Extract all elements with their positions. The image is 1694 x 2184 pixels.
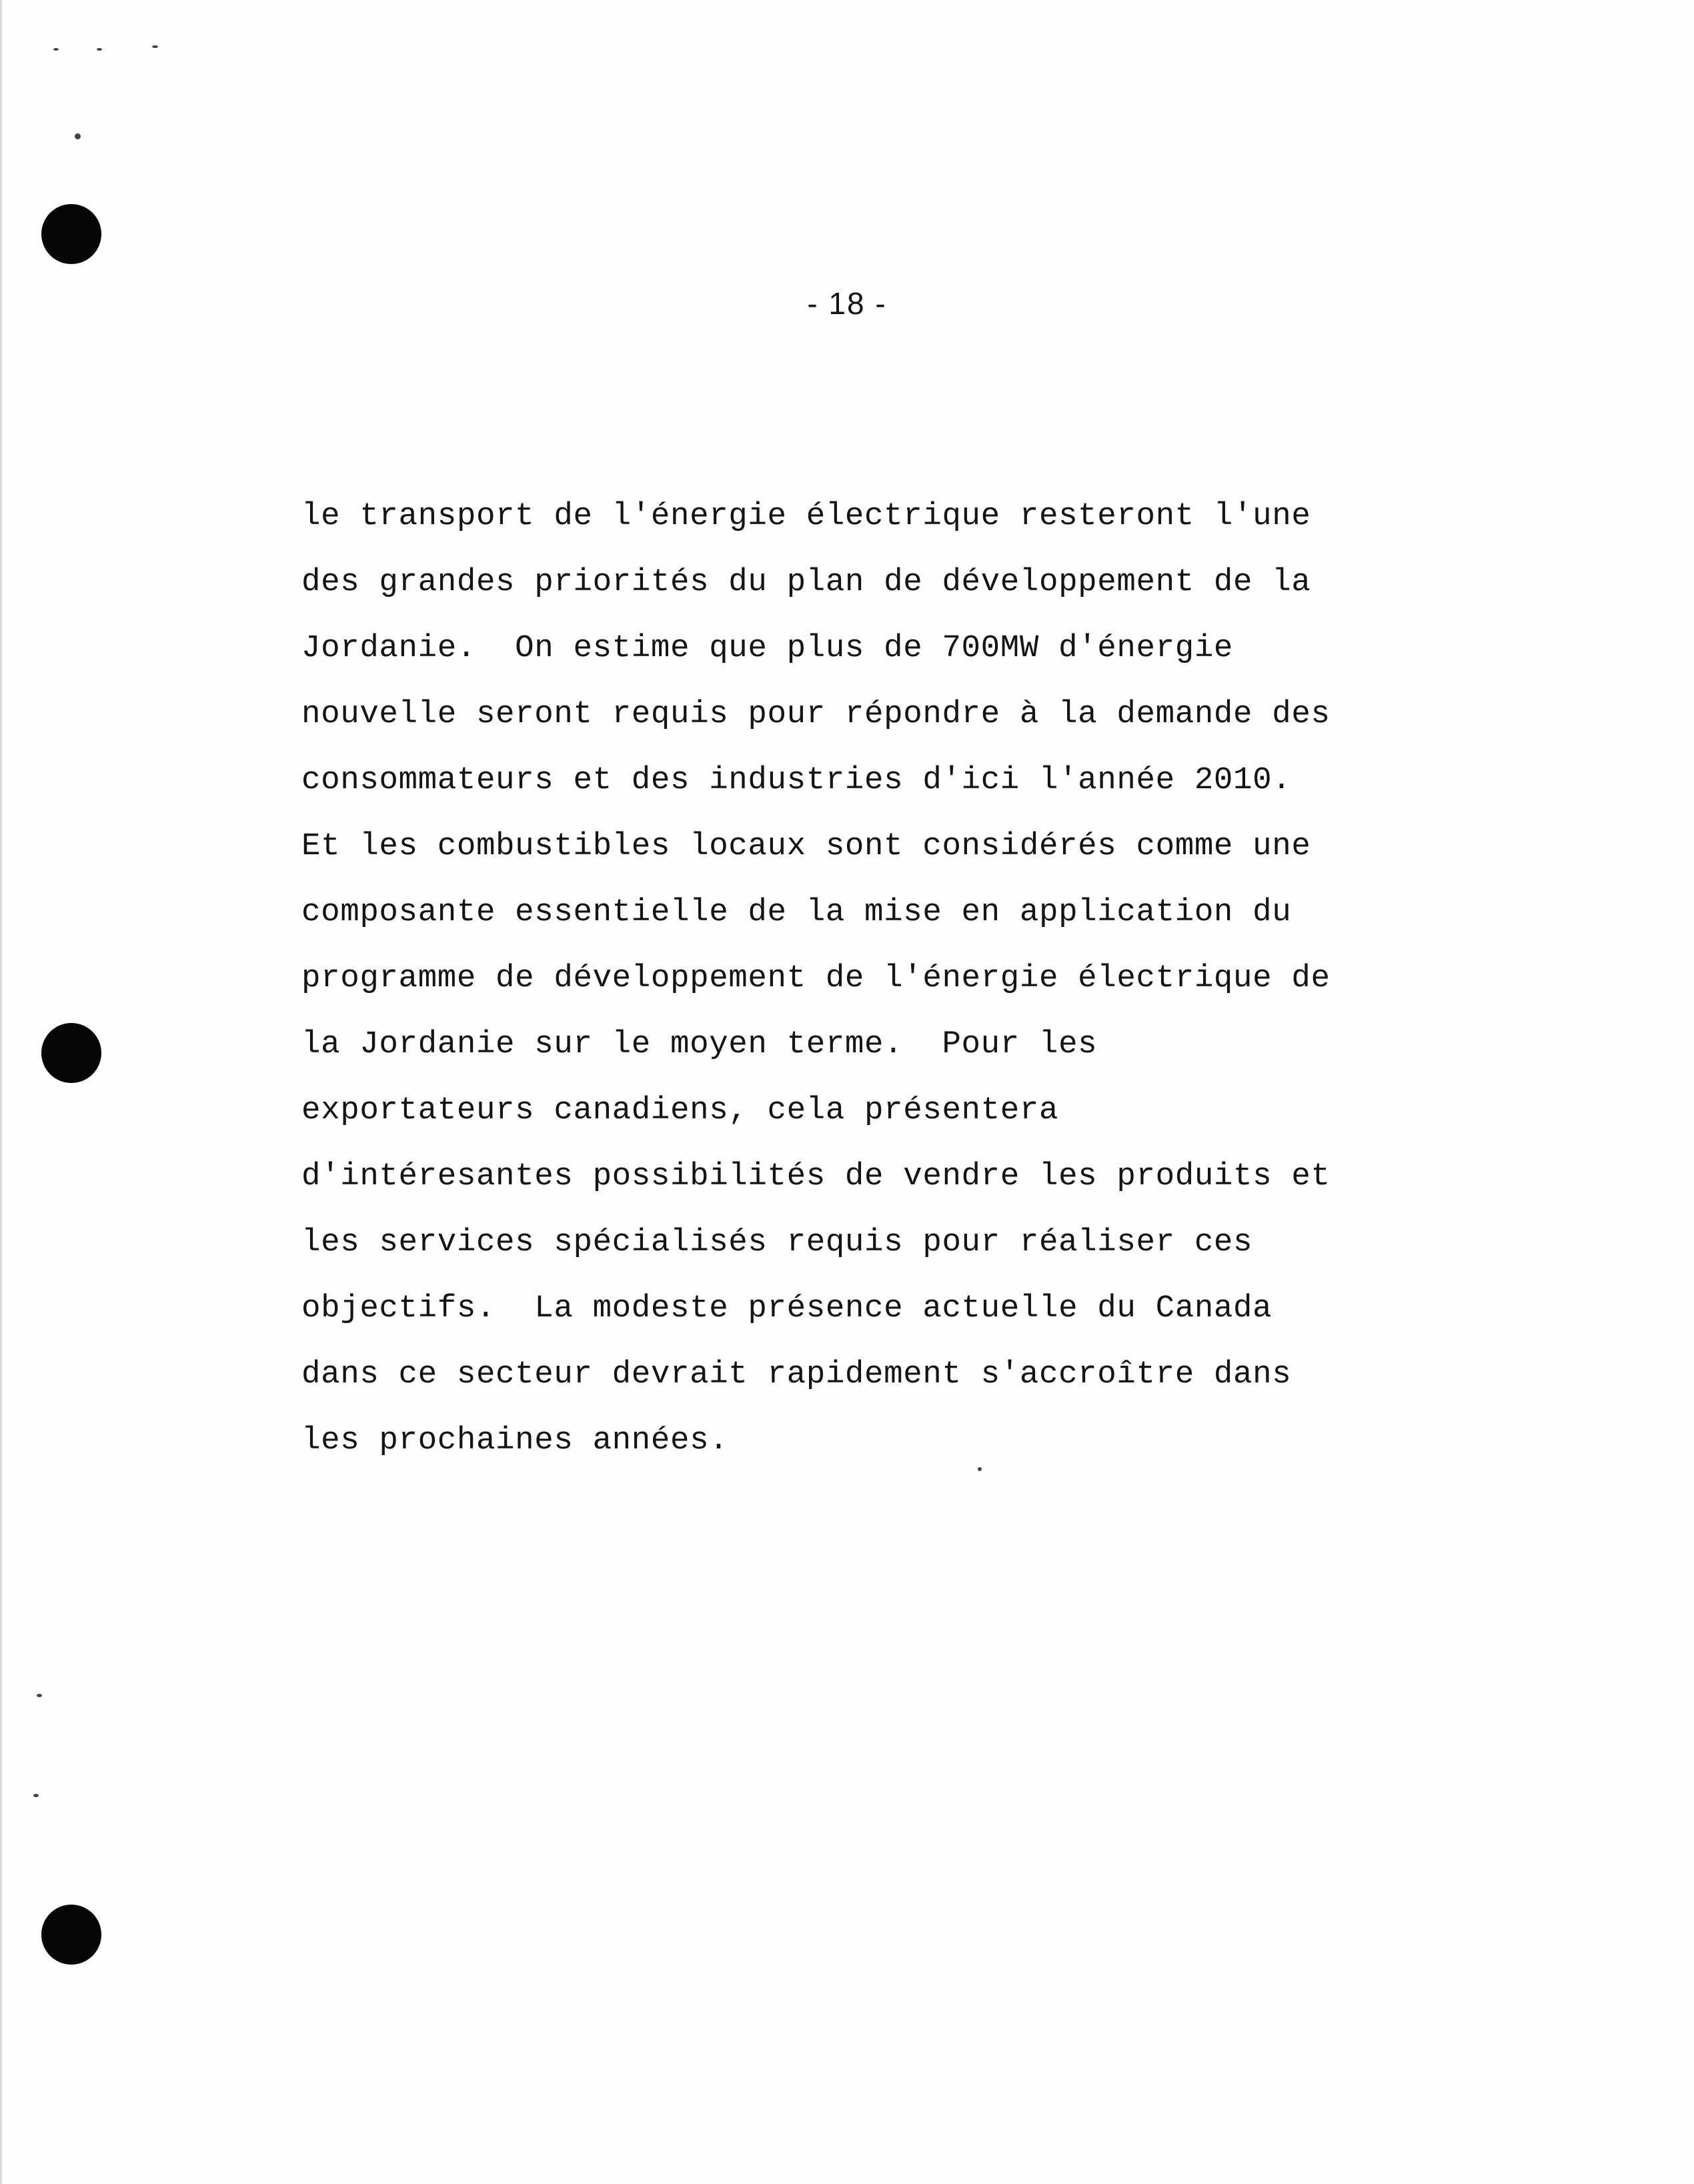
scan-speck (152, 45, 158, 48)
text-line: programme de développement de l'énergie électrique de (301, 960, 1331, 996)
body-paragraph (301, 483, 1635, 1474)
text-line: objectifs. La modeste présence actuelle du Canada (301, 1290, 1273, 1326)
text-line: consommateurs et des industries d'ici l'année 2010. (301, 762, 1292, 798)
punch-hole-top (41, 204, 101, 264)
text-line: les prochaines années. (301, 1422, 729, 1458)
text-line: dans ce secteur devrait rapidement s'accroître dans (301, 1356, 1292, 1392)
text-line: Jordanie. On estime que plus de 700MW d'énergie (301, 630, 1234, 666)
text-line: le transport de l'énergie électrique resteront l'une (301, 498, 1311, 534)
scan-speck (97, 48, 102, 51)
scan-speck (37, 1694, 42, 1697)
scan-speck (75, 133, 81, 139)
text-line: exportateurs canadiens, cela présentera (301, 1092, 1059, 1128)
text-line: composante essentielle de la mise en application du (301, 894, 1292, 930)
text-line: les services spécialisés requis pour réaliser ces (301, 1224, 1253, 1260)
punch-hole-middle (41, 1023, 101, 1083)
text-line: des grandes priorités du plan de développement de la (301, 564, 1311, 600)
text-line: Et les combustibles locaux sont considérés comme une (301, 828, 1311, 864)
punch-hole-bottom (41, 1905, 101, 1965)
page-left-edge (0, 0, 2, 2184)
text-line: nouvelle seront requis pour répondre à la demande des (301, 696, 1331, 732)
text-line: d'intéresantes possibilités de vendre les produits et (301, 1158, 1331, 1194)
page-number: - 18 - (807, 286, 887, 321)
scan-speck (53, 48, 59, 51)
text-line: la Jordanie sur le moyen terme. Pour les (301, 1026, 1098, 1062)
scan-speck (33, 1794, 39, 1797)
